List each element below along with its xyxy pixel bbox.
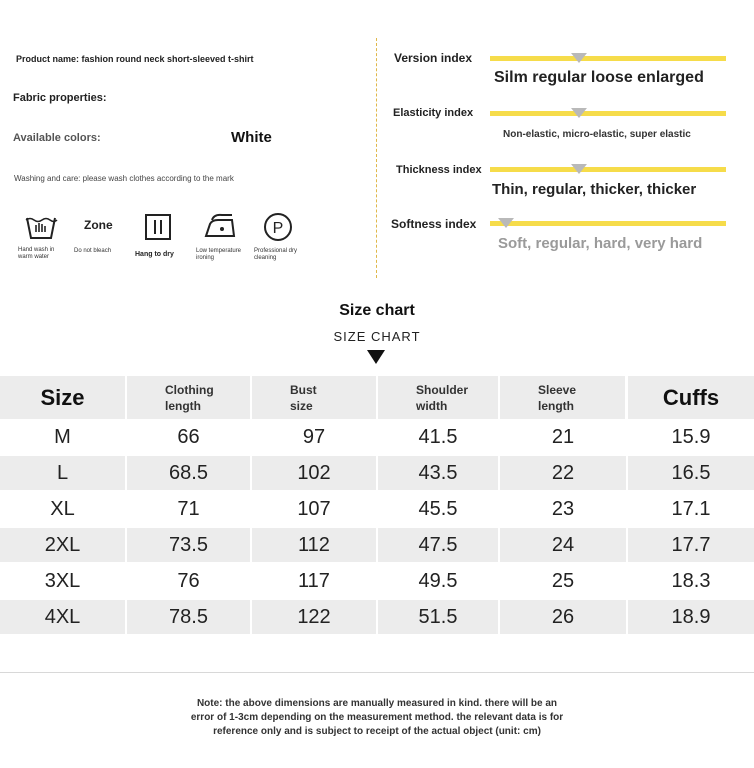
thickness-index-bar [490, 167, 726, 172]
table-cell: 117 [298, 569, 330, 592]
professional-dry-clean-icon [262, 212, 294, 242]
version-index-marker [571, 53, 587, 63]
table-cell: 21 [551, 425, 575, 448]
table-cell: 43.5 [378, 456, 498, 490]
table-cell: 76 [177, 569, 200, 592]
table-row [0, 600, 754, 634]
table-cell: 2XL [0, 528, 125, 562]
table-cell: 23 [551, 497, 575, 520]
column-header [127, 376, 250, 419]
elasticity-index-desc: Non-elastic, micro-elastic, super elastic [503, 129, 691, 140]
version-index-title: Version index [394, 51, 473, 65]
table-cell: 47.5 [378, 528, 498, 562]
thickness-index-desc: Thin, regular, thicker, thicker [492, 181, 697, 198]
table-row [0, 528, 754, 562]
table-cell: 26 [500, 600, 626, 634]
table-cell: 24 [500, 528, 626, 562]
column-header [500, 376, 625, 419]
care-no-bleach [74, 218, 124, 255]
care-hand-wash [18, 212, 68, 261]
column-header [252, 376, 376, 419]
version-index-bar [490, 56, 726, 61]
softness-index-title: Softness index [391, 217, 477, 231]
table-cell: 16.5 [628, 456, 754, 490]
care-label: Professional dry cleaning [254, 248, 298, 261]
elasticity-index-bar [490, 111, 726, 116]
softness-index-desc: Soft, regular, hard, very hard [498, 235, 703, 252]
column-header-text: Clothing length [165, 382, 214, 413]
table-cell: 17.1 [671, 497, 711, 520]
column-header-text: Shoulder width [416, 382, 469, 413]
table-cell: M [54, 425, 71, 448]
table-cell: 107 [297, 497, 331, 520]
table-cell: 102 [252, 456, 376, 490]
table-cell: 25 [551, 569, 575, 592]
washing-care-line: Washing and care: please wash clothes according to the mark [14, 174, 234, 183]
iron-low-icon [202, 212, 238, 240]
measurement-note [0, 697, 754, 739]
softness-index-marker [498, 218, 514, 228]
down-arrow-icon [367, 350, 385, 364]
care-label: Low temperature ironing [196, 248, 242, 261]
table-cell: 68.5 [127, 456, 250, 490]
table-cell: 17.7 [628, 528, 754, 562]
care-low-iron [196, 212, 246, 262]
table-header-row [0, 376, 754, 419]
table-row [0, 564, 754, 598]
table-cell: 122 [252, 600, 376, 634]
care-hang-dry [135, 213, 185, 258]
note-line-2: error of 1-3cm depending on the measurement method. the relevant data is for [190, 712, 564, 723]
table-row [0, 492, 754, 526]
note-line-1: Note: the above dimensions are manually measured in kind. there will be an [196, 698, 558, 709]
elasticity-index-marker [571, 108, 587, 118]
product-name: Product name: fashion round neck short-sleeved t-shirt [16, 54, 254, 64]
hang-dry-icon [143, 213, 173, 241]
column-header-text: Sleeve length [538, 382, 577, 413]
table-cell: 112 [252, 528, 376, 562]
table-row [0, 456, 754, 490]
table-cell: 97 [302, 425, 326, 448]
dry-clean-letter: P [272, 220, 284, 237]
available-colors-label: Available colors: [13, 132, 101, 144]
thickness-index-title: Thickness index [396, 164, 482, 176]
size-chart-subtitle: SIZE CHART [333, 329, 421, 344]
column-header: Cuffs [628, 376, 754, 419]
table-row [0, 420, 754, 454]
column-header: Size [0, 376, 125, 419]
zone-title: Zone [84, 218, 113, 232]
softness-index-bar [490, 221, 726, 226]
hand-wash-icon [24, 212, 58, 242]
table-cell: 4XL [0, 600, 125, 634]
table-cell: XL [50, 497, 75, 520]
table-cell: 3XL [44, 569, 81, 592]
table-cell: 71 [177, 497, 200, 520]
table-cell: 51.5 [378, 600, 498, 634]
table-cell: 66 [177, 425, 200, 448]
table-cell: 18.3 [671, 569, 711, 592]
version-index-desc: Silm regular loose enlarged [494, 69, 704, 86]
table-cell: L [0, 456, 125, 490]
care-label: Hand wash in warm water [18, 247, 55, 260]
table-cell: 78.5 [127, 600, 250, 634]
table-cell: 45.5 [418, 497, 458, 520]
section-divider [376, 38, 377, 278]
fabric-properties-label: Fabric properties: [13, 92, 107, 104]
color-value: White [231, 129, 272, 146]
size-chart-title: Size chart [339, 302, 415, 319]
care-label: Hang to dry [135, 251, 174, 258]
table-cell: 41.5 [418, 425, 458, 448]
note-line-3: reference only and is subject to receipt of the actual object (unit: cm) [213, 726, 541, 737]
table-cell: 22 [500, 456, 626, 490]
table-bottom-rule [0, 672, 754, 673]
table-cell: 73.5 [127, 528, 250, 562]
column-header [378, 376, 498, 419]
thickness-index-marker [571, 164, 587, 174]
care-label: Do not bleach [74, 248, 112, 254]
elasticity-index-title: Elasticity index [393, 107, 474, 119]
table-cell: 49.5 [418, 569, 458, 592]
table-cell: 15.9 [671, 425, 711, 448]
care-dry-clean [254, 212, 304, 262]
column-header-text: Bust size [290, 382, 317, 413]
table-cell: 18.9 [628, 600, 754, 634]
